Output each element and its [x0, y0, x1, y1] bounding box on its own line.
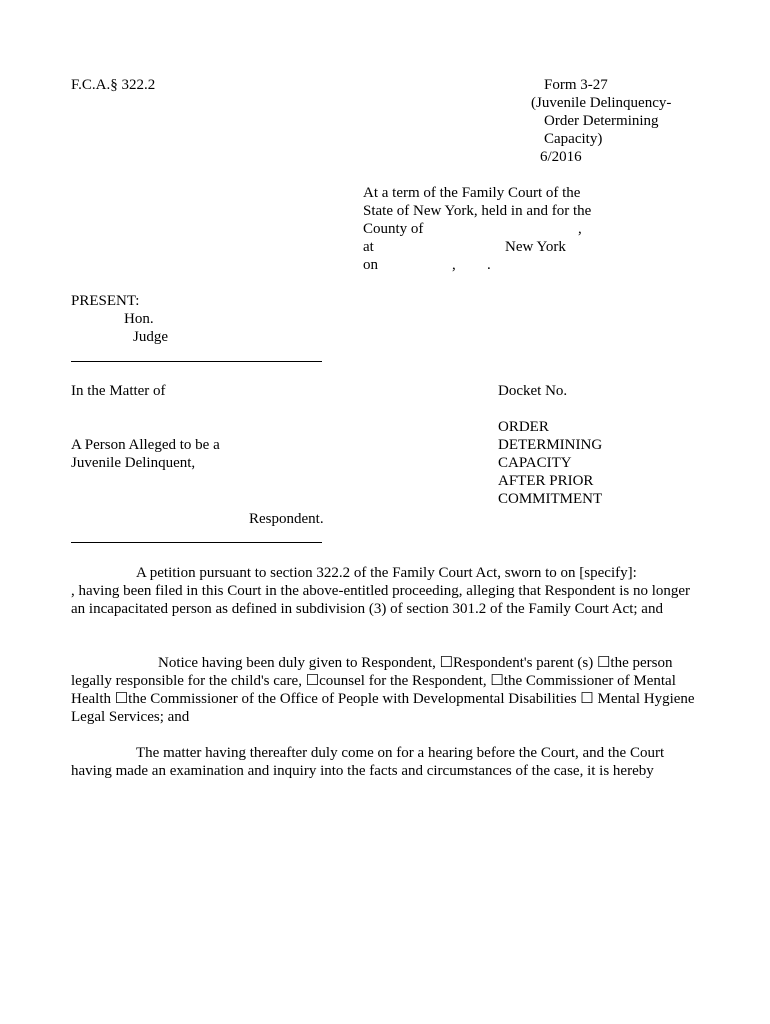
order-title-line5: COMMITMENT	[498, 491, 603, 507]
petition-continuation: , having been filed in this Court in the above-entitled proceeding, alleging that Respondent is no longer an incapacitated person as defined in subdivision (3) of section 301.2 of the Family Court Act; and	[71, 583, 691, 617]
order-title-line2: DETERMINING	[498, 437, 603, 453]
person-alleged-line2: Juvenile Delinquent,	[71, 455, 196, 471]
statute-citation: F.C.A.§ 322.2	[71, 77, 156, 93]
date-period: .	[487, 257, 491, 273]
form-number: Form 3-27	[544, 77, 608, 93]
date-comma: ,	[452, 257, 456, 273]
docket-label: Docket No.	[498, 383, 568, 399]
at-label: at	[363, 239, 374, 255]
order-title-line3: CAPACITY	[498, 455, 572, 471]
present-label: PRESENT:	[71, 293, 140, 309]
judge-label: Judge	[133, 329, 168, 345]
petition-paragraph	[71, 564, 701, 618]
order-title-line4: AFTER PRIOR	[498, 473, 594, 489]
petition-first-line: A petition pursuant to section 322.2 of the Family Court Act, sworn to on [specify]:	[136, 565, 637, 581]
caption-line1: At a term of the Family Court of the	[363, 185, 581, 201]
notice-paragraph: Notice having been duly given to Respondent, ☐Respondent's parent (s) ☐the person legally responsible for the child's care, ☐counsel for the Respondent, ☐the Commissioner of Mental Health ☐the Commissioner of the Office of People with Developmental Disabilities ☐ Mental Hygiene Legal Services; and	[71, 655, 695, 725]
divider-bottom	[71, 542, 322, 543]
on-label: on	[363, 257, 378, 273]
order-title-line1: ORDER	[498, 419, 549, 435]
respondent-label: Respondent.	[249, 511, 324, 527]
caption-line2: State of New York, held in and for the	[363, 203, 592, 219]
person-alleged-line1: A Person Alleged to be a	[71, 437, 220, 453]
county-label: County of	[363, 221, 424, 237]
in-matter-label: In the Matter of	[71, 383, 166, 399]
divider-top	[71, 361, 322, 362]
state-name: New York	[505, 239, 566, 255]
form-date: 6/2016	[540, 149, 582, 165]
form-subtitle-line2: Order Determining	[544, 113, 659, 129]
hon-label: Hon.	[124, 311, 154, 327]
hearing-paragraph: The matter having thereafter duly come on for a hearing before the Court, and the Court having made an examination and inquiry into the facts and circumstances of the case, it is hereby	[71, 745, 665, 779]
form-subtitle-line3: Capacity)	[544, 131, 603, 147]
form-subtitle-line1: (Juvenile Delinquency-	[531, 95, 672, 111]
county-comma: ,	[578, 221, 582, 237]
